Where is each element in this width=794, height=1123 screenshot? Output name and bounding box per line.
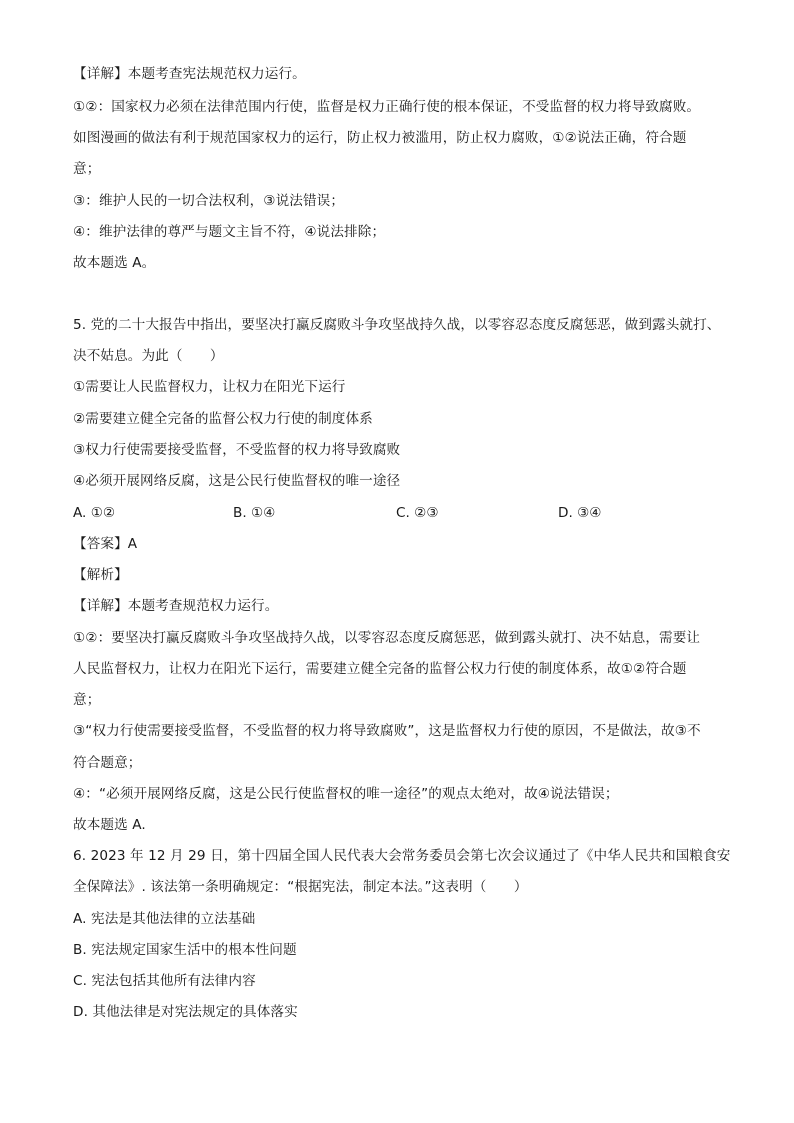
q5-stem-line2: 决不姑息。为此（ ）: [73, 348, 224, 364]
q6-stem-line1: 6. 2023 年 12 月 29 日，第十四届全国人民代表大会常务委员会第七次会议通过了《中华人民共和国粮食安: [73, 848, 731, 864]
q5-stem-line1: 5. 党的二十大报告中指出，要坚决打赢反腐败斗争攻坚战持久战，以零容忍态度反腐惩恶，做到露头就打、: [73, 317, 721, 333]
q5-statement-3: ③权力行使需要接受监督，不受监督的权力将导致腐败: [73, 442, 401, 458]
q5-analysis-p12-line2: 人民监督权力，让权力在阳光下运行，需要建立健全完备的监督公权力行使的制度体系，故①②符合题: [73, 661, 687, 677]
q5-detail-heading: 【详解】本题考查规范权力运行。: [73, 598, 279, 614]
q5-answer: 【答案】A: [73, 536, 138, 552]
q6-option-d: D. 其他法律是对宪法规定的具体落实: [73, 1004, 298, 1020]
q6-option-c: C. 宪法包括其他所有法律内容: [73, 973, 256, 989]
q4-analysis-p4: ④：维护法律的尊严与题文主旨不符，④说法排除；: [73, 224, 386, 240]
q5-option-c: C. ②③: [396, 505, 439, 521]
q5-statement-1: ①需要让人民监督权力，让权力在阳光下运行: [73, 379, 346, 395]
q5-option-a: A. ①②: [73, 505, 116, 521]
q5-conclusion: 故本题选 A.: [73, 817, 146, 833]
q5-statement-4: ④必须开展网络反腐，这是公民行使监督权的唯一途径: [73, 473, 401, 489]
q6-option-a: A. 宪法是其他法律的立法基础: [73, 911, 256, 927]
q5-analysis-label: 【解析】: [73, 567, 128, 583]
q5-analysis-p3-line2: 符合题意；: [73, 755, 142, 771]
q5-statement-2: ②需要建立健全完备的监督公权力行使的制度体系: [73, 411, 373, 427]
q4-analysis-p12-line2: 如图漫画的做法有利于规范国家权力的运行，防止权力被滥用，防止权力腐败，①②说法正确，符合题: [73, 130, 687, 146]
q4-analysis-p12-line1: ①②：国家权力必须在法律范围内行使，监督是权力正确行使的根本保证，不受监督的权力将导致腐败。: [73, 99, 701, 115]
q4-analysis-p12-line3: 意；: [73, 161, 101, 177]
q5-analysis-p4: ④：“必须开展网络反腐，这是公民行使监督权的唯一途径”的观点太绝对，故④说法错误；: [73, 786, 619, 802]
q5-analysis-p12-line1: ①②：要坚决打赢反腐败斗争攻坚战持久战，以零容忍态度反腐惩恶，做到露头就打、决不姑息，需要让: [73, 630, 701, 646]
q6-option-b: B. 宪法规定国家生活中的根本性问题: [73, 942, 297, 958]
q5-option-b: B. ①④: [233, 505, 276, 521]
q5-analysis-p3-line1: ③“权力行使需要接受监督，不受监督的权力将导致腐败”，这是监督权力行使的原因，不是做法，故③不: [73, 723, 701, 739]
q6-stem-line2: 全保障法》. 该法第一条明确规定：“根据宪法，制定本法。”这表明（ ）: [73, 879, 528, 895]
q4-analysis-p3: ③：维护人民的一切合法权利，③说法错误；: [73, 193, 345, 209]
q4-conclusion: 故本题选 A。: [73, 255, 156, 271]
q4-detail-heading: 【详解】本题考查宪法规范权力运行。: [73, 66, 306, 82]
q5-analysis-p12-line3: 意；: [73, 692, 101, 708]
q5-option-d: D. ③④: [558, 505, 602, 521]
